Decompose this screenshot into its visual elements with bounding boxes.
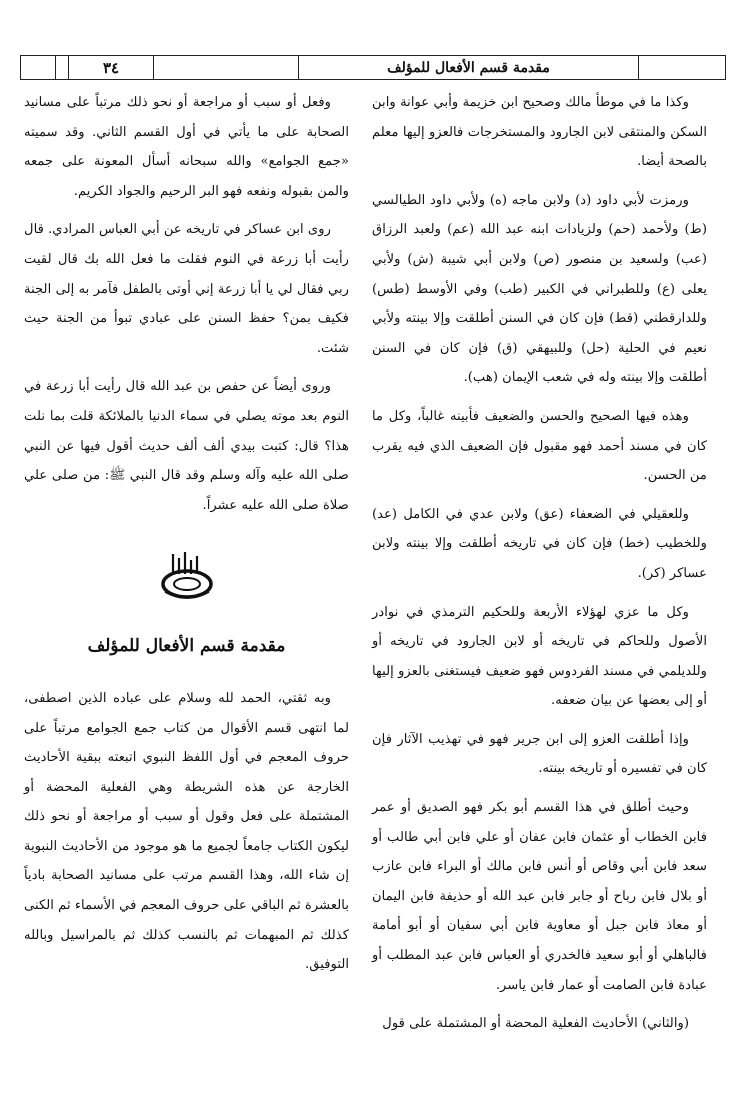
paragraph: وحيث أطلق في هذا القسم أبو بكر فهو الصديق أو عمر فابن الخطاب أو عثمان فابن عفان أو علي فابن أبي طالب أو سعد فابن أبي وقاص أو أنس فابن مالك أو البراء فابن عازب أو بلال فابن رباح أو جابر فابن عبد الله أو حذيفة فابن اليمان أو معاذ فابن جبل أو معاوية فابن أبي سفيان أو أبو أمامة فالباهلي أو أبو سعيد فالخدري أو العباس فابن عبد المطلب أو عبادة فابن الصامت أو عمار فابن ياسر. — [372, 800, 707, 993]
paragraph: وبه ثقتي، الحمد لله وسلام على عباده الذين اصطفى، لما انتهى قسم الأقوال من كتاب جمع الجوامع مرتباً على حروف المعجم في أول اللفظ النبوي اتبعته ببقية الأحاديث الخارجة عن هذه الشريطة وهي الفعلية المحضة أو المشتملة على فعل وقول أو سبب أو مراجعة أو نحو ذلك ليكون الكتاب جامعاً لجميع ما هو موجود من الأحاديث النبوية إن شاء الله، وهذا القسم مرتب على مسانيد الصحابة بادياً بالعشرة ثم الباقي على حروف المعجم في الأسماء ثم الكنى كذلك ثم المبهمات ثم بالنسب كذلك ثم بالمراسيل وبالله التوفيق. — [24, 690, 349, 973]
paragraph: ورمزت لأبي داود (د) ولابن ماجه (ه) ولأبي داود الطيالسي (ط) ولأحمد (حم) ولزيادات ابنه عبد الله (عم) ولعبد الرزاق (عب) ولسعيد بن منصور (ص) ولابن أبي شيبة (ش) ولأبي يعلى (ع) وللطبراني في الكبير (طب) وفي الأوسط (طس) وللدارقطني (قط) فإن كان في السنن أطلقت وإلا بينته ولأبي نعيم في الحلية (حل) وللبيهقي (ق) فإن كان في السنن أطلقت وإلا بينته وله في شعب الإيمان (هب). — [372, 192, 707, 386]
running-title: مقدمة قسم الأفعال للمؤلف — [299, 56, 639, 79]
left-column — [24, 88, 349, 989]
section-title: مقدمة قسم الأفعال للمؤلف — [87, 636, 286, 657]
paragraph: وكذا ما في موطأ مالك وصحيح ابن خزيمة وأبي عوانة وابن السكن والمنتقى لابن الجارود والمستخرجات فالعزو إليها معلم بالصحة أيضا. — [372, 95, 707, 170]
paragraph: روى ابن عساكر في تاريخه عن أبي العباس المرادي. قال رأيت أبا زرعة في النوم فقلت ما فعل الله بك قال لقيت ربي فقال لي يا أبا زرعة إني أوتى بالطفل فآمر به إلى الجنة فكيف بمن؟ حفظ السنن على عبادي تبوأ من الجنة حيث شئت. — [24, 222, 349, 356]
paragraph: وهذه فيها الصحيح والحسن والضعيف فأبينه غالباً، وكل ما كان في مسند أحمد فهو مقبول فإن الضعيف الذي فيه يقرب من الحسن. — [372, 408, 707, 484]
header-cell-blank — [154, 56, 299, 79]
paragraph: (والثاني) الأحاديث الفعلية المحضة أو المشتملة على قول — [382, 1016, 689, 1032]
right-column — [372, 88, 707, 1048]
page-header — [20, 55, 726, 80]
paragraph: وفعل أو سبب أو مراجعة أو نحو ذلك مرتباً على مسانيد الصحابة على ما يأتي في أول القسم الثاني. وقد سميته «جمع الجوامع» والله سبحانه أسأل المعونة على جمعه والمن بقبوله ونفعه فهو البر الرحيم والجواد الكريم. — [24, 95, 349, 199]
header-cell-blank — [639, 56, 725, 79]
paragraph: وكل ما عزي لهؤلاء الأربعة وللحكيم الترمذي في نوادر الأصول وللحاكم في تاريخه أو لابن الجارود في تاريخه أو وللديلمي في مسند الفردوس فهو ضعيف فيستغنى بالعزو إليها أو إلى بعضها عن بيان ضعفه. — [372, 604, 707, 709]
page-number: ٣٤ — [69, 56, 154, 79]
calligraphy-ornament-icon — [151, 548, 223, 604]
paragraph: وروى أيضاً عن حفص بن عبد الله قال رأيت أبا زرعة في النوم بعد موته يصلي في سماء الدنيا بالملائكة قلت بما نلت هذا؟ قال: كتبت بيدي ألف ألف حديث أقول فيها عن النبي صلى الله عليه وآله وسلم وقد قال النبي ﷺ: من صلى علي صلاة صلى الله عليه عشراً. — [24, 379, 349, 513]
header-cell-blank — [21, 56, 56, 79]
paragraph: وإذا أطلقت العزو إلى ابن جرير فهو في تهذيب الآثار فإن كان في تفسيره أو تاريخه بينته. — [372, 731, 707, 777]
header-cell-blank — [56, 56, 69, 79]
paragraph: وللعقيلي في الضعفاء (عق) ولابن عدي في الكامل (عد) وللخطيب (خط) فإن كان في تاريخه أطلقت وإلا بينته ولابن عساكر (كر). — [372, 506, 707, 581]
